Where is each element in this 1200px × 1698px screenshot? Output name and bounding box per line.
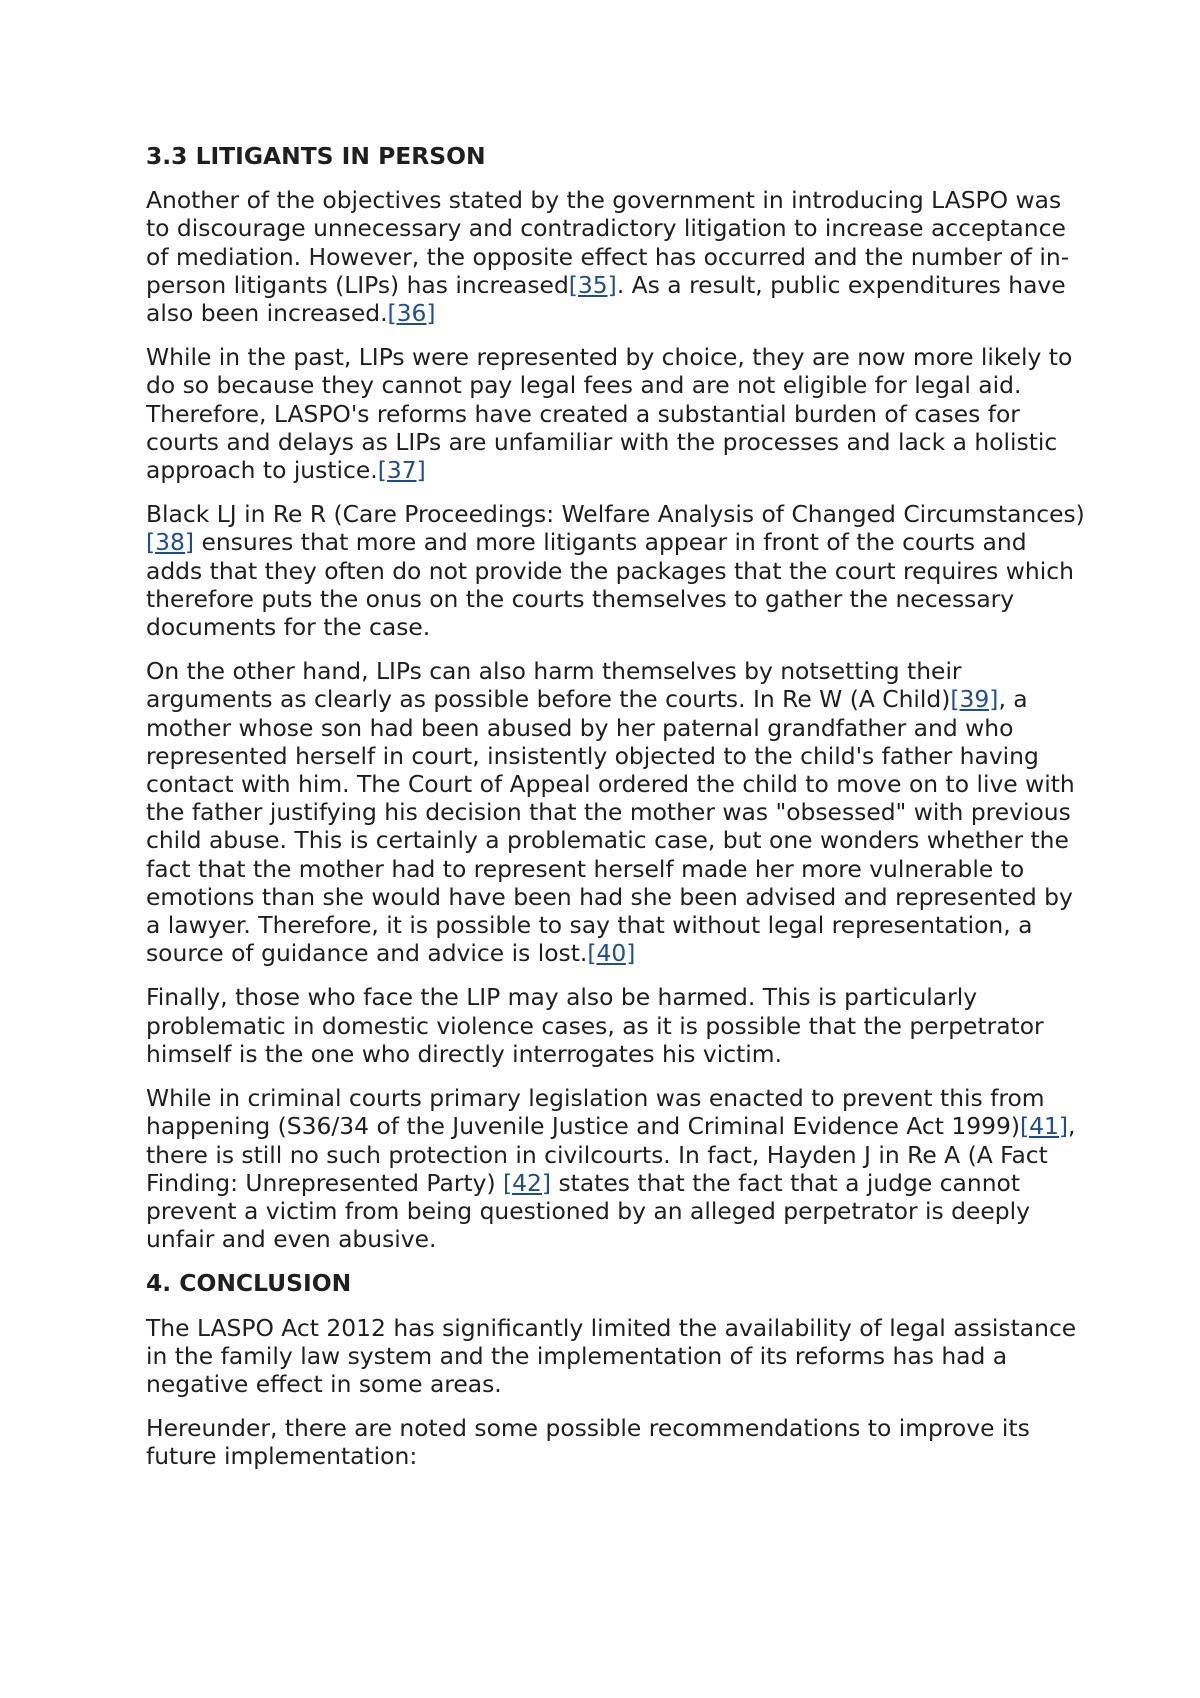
paragraph-re-w-child xyxy=(146,657,1086,967)
paragraph-criminal-courts xyxy=(146,1084,1086,1253)
paragraph-text: . As a result, public expenditures have also been increased. xyxy=(146,270,1066,328)
footnote-link-35[interactable]: [35] xyxy=(568,270,617,299)
section-heading-conclusion: 4. CONCLUSION xyxy=(146,1269,352,1298)
paragraph-lip-choice xyxy=(146,343,1086,484)
paragraph-text: , there is still no such protection in civilcourts. In fact, Hayden J in Re A (A Fact Finding: Unrepresented Party) xyxy=(146,1112,1076,1197)
footnote-link-41[interactable]: [41] xyxy=(1020,1112,1069,1141)
paragraph-text: states that the fact that a judge cannot prevent a victim from being questioned by an alleged perpetrator is deeply unfair and even abusive. xyxy=(146,1168,1030,1254)
paragraph-lip-objectives xyxy=(146,186,1086,327)
paragraph-conclusion-laspo: The LASPO Act 2012 has significantly limited the availability of legal assistance in the family law system and the implementation of its reforms has had a negative effect in some areas. xyxy=(146,1313,1077,1398)
paragraph-text: Black LJ in Re R (Care Proceedings: Welfare Analysis of Changed Circumstances) xyxy=(146,500,1085,529)
footnote-link-36[interactable]: [36] xyxy=(387,299,436,328)
paragraph-text: ensures that more and more litigants appear in front of the courts and adds that they often do not provide the packages that the court requires which therefore puts the onus on the courts themselves to gather the necessary documents for the case. xyxy=(146,528,1074,642)
section-heading-litigants-in-person: 3.3 LITIGANTS IN PERSON xyxy=(146,142,486,170)
paragraph-black-lj xyxy=(146,500,1086,641)
footnote-link-42[interactable]: [42] xyxy=(503,1168,552,1197)
footnote-link-37[interactable]: [37] xyxy=(377,456,426,485)
footnote-link-40[interactable]: [40] xyxy=(587,939,636,968)
paragraph-conclusion-recommendations: Hereunder, there are noted some possible recommendations to improve its future implementation: xyxy=(146,1414,1030,1471)
paragraph-domestic-violence: Finally, those who face the LIP may also be harmed. This is particularly problematic in domestic violence cases, as it is possible that the perpetrator himself is the one who directly interrogates his victim. xyxy=(146,983,1044,1068)
paragraph-text: , a mother whose son had been abused by her paternal grandfather and who represented herself in court, insistently objected to the child's father having contact with him. The Court of Appeal ordered the child to move on to live with the father justifying his decision that the mother was "obsessed" with previous child abuse. This is certainly a problematic case, but one wonders whether the fact that the mother had to represent herself made her more vulnerable to emotions than she would have been had she been advised and represented by a lawyer. Therefore, it is possible to say that without legal representation, a source of guidance and advice is lost. xyxy=(146,685,1075,968)
footnote-link-39[interactable]: [39] xyxy=(950,685,999,714)
paragraph-text: While in the past, LIPs were represented by choice, they are now more likely to do so because they cannot pay legal fees and are not eligible for legal aid. Therefore, LASPO's reforms have created a substantial burden of cases for courts and delays as LIPs are unfamiliar with the processes and lack a holistic approach to justice. xyxy=(146,343,1073,485)
footnote-link-38[interactable]: [38] xyxy=(146,528,195,557)
document-page xyxy=(146,142,1086,1487)
paragraph-text: On the other hand, LIPs can also harm themselves by notsetting their arguments as clearly as possible before the courts. In Re W (A Child) xyxy=(146,657,962,714)
paragraph-text: Another of the objectives stated by the government in introducing LASPO was to discourage unnecessary and contradictory litigation to increase acceptance of mediation. However, the opposite effect has occurred and the number of in-person litigants (LIPs) has increased xyxy=(146,186,1070,299)
paragraph-text: While in criminal courts primary legislation was enacted to prevent this from happening (S36/34 of the Juvenile Justice and Criminal Evidence Act 1999) xyxy=(146,1084,1045,1141)
